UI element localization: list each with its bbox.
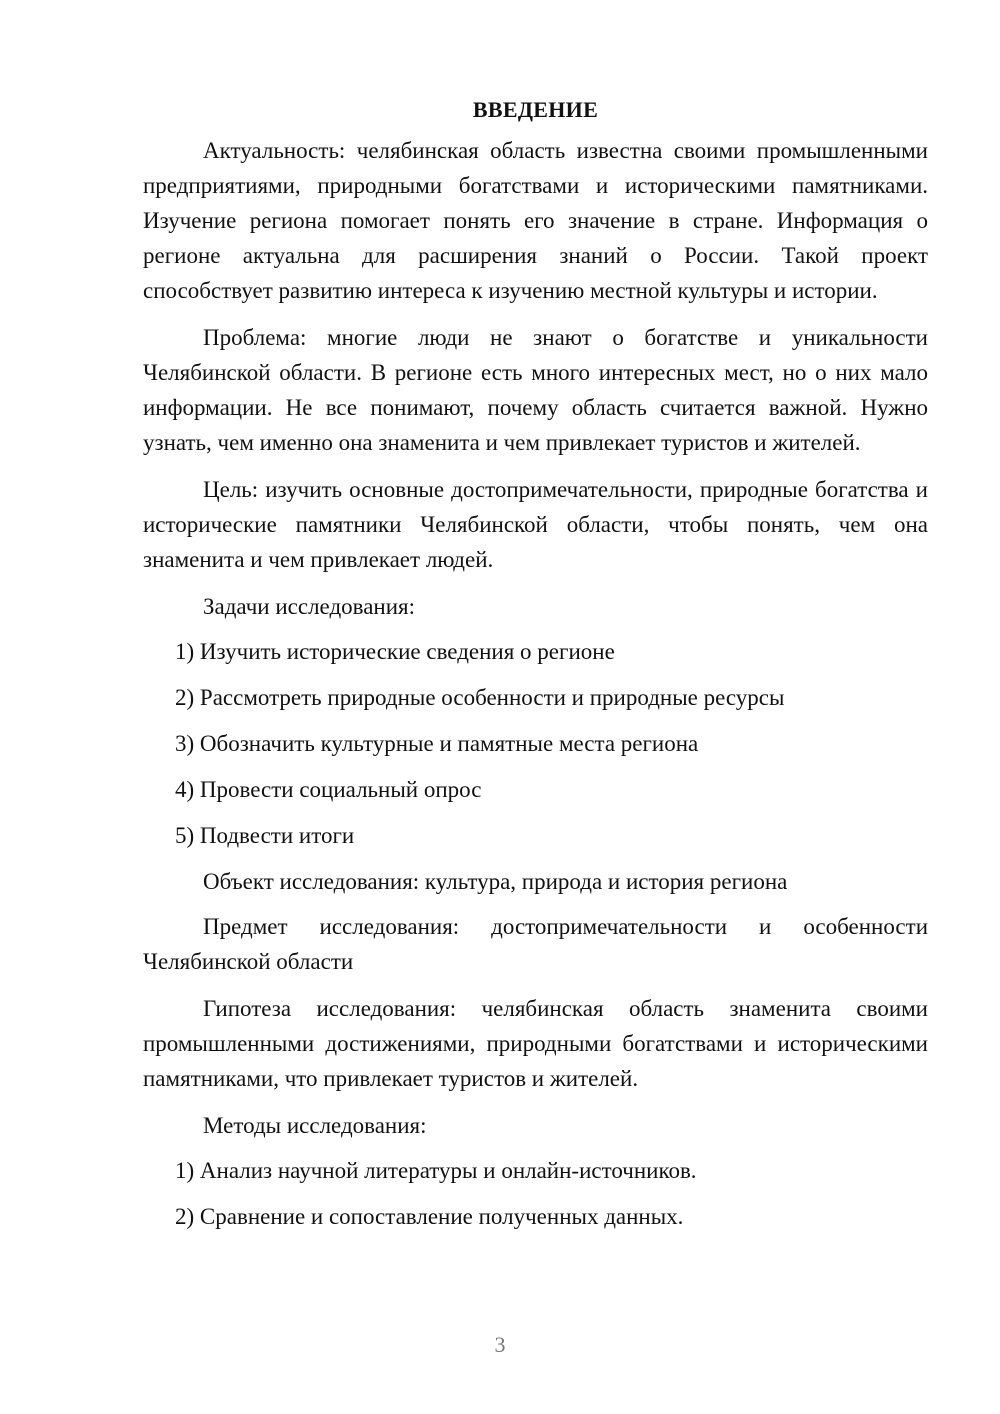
task-item-2: 2) Рассмотреть природные особенности и природные ресурсы [175, 685, 785, 710]
subject-paragraph: Предмет исследования: достопримечательности и особенности Челябинской области [143, 914, 928, 974]
document-body [143, 92, 928, 1245]
problem-paragraph: Проблема: многие люди не знают о богатстве и уникальности Челябинской области. В регионе есть много интересных мест, но о них мало информации. Не все понимают, почему область считается важной. Нужно узнать, чем именно она знаменита и чем привлекает туристов и жителей. [143, 325, 928, 455]
task-item-3: 3) Обозначить культурные и памятные места региона [175, 731, 699, 756]
task-item-4: 4) Провести социальный опрос [175, 777, 482, 802]
page-title: ВВЕДЕНИЕ [472, 97, 599, 122]
page-number: 3 [494, 1332, 506, 1357]
task-item-1: 1) Изучить исторические сведения о регионе [175, 639, 615, 664]
methods-label: Методы исследования: [203, 1113, 427, 1138]
object-paragraph: Объект исследования: культура, природа и история региона [203, 869, 788, 894]
task-item-5: 5) Подвести итоги [175, 823, 355, 848]
goal-paragraph: Цель: изучить основные достопримечательности, природные богатства и исторические памятники Челябинской области, чтобы понять, чем она знаменита и чем привлекает людей. [143, 477, 928, 572]
hypothesis-paragraph: Гипотеза исследования: челябинская область знаменита своими промышленными достижениями, природными богатствами и историческими памятниками, что привлекает туристов и жителей. [143, 996, 928, 1091]
relevance-paragraph: Актуальность: челябинская область известна своими промышленными предприятиями, природными богатствами и историческими памятниками. Изучение региона помогает понять его значение в стране. Информация о регионе актуальна для расширения знаний о России. Такой проект способствует развитию интереса к изучению местной культуры и истории. [143, 138, 928, 303]
method-item-2: 2) Сравнение и сопоставление полученных данных. [175, 1204, 684, 1229]
method-item-1: 1) Анализ научной литературы и онлайн-источников. [175, 1158, 697, 1183]
tasks-label: Задачи исследования: [203, 594, 416, 619]
